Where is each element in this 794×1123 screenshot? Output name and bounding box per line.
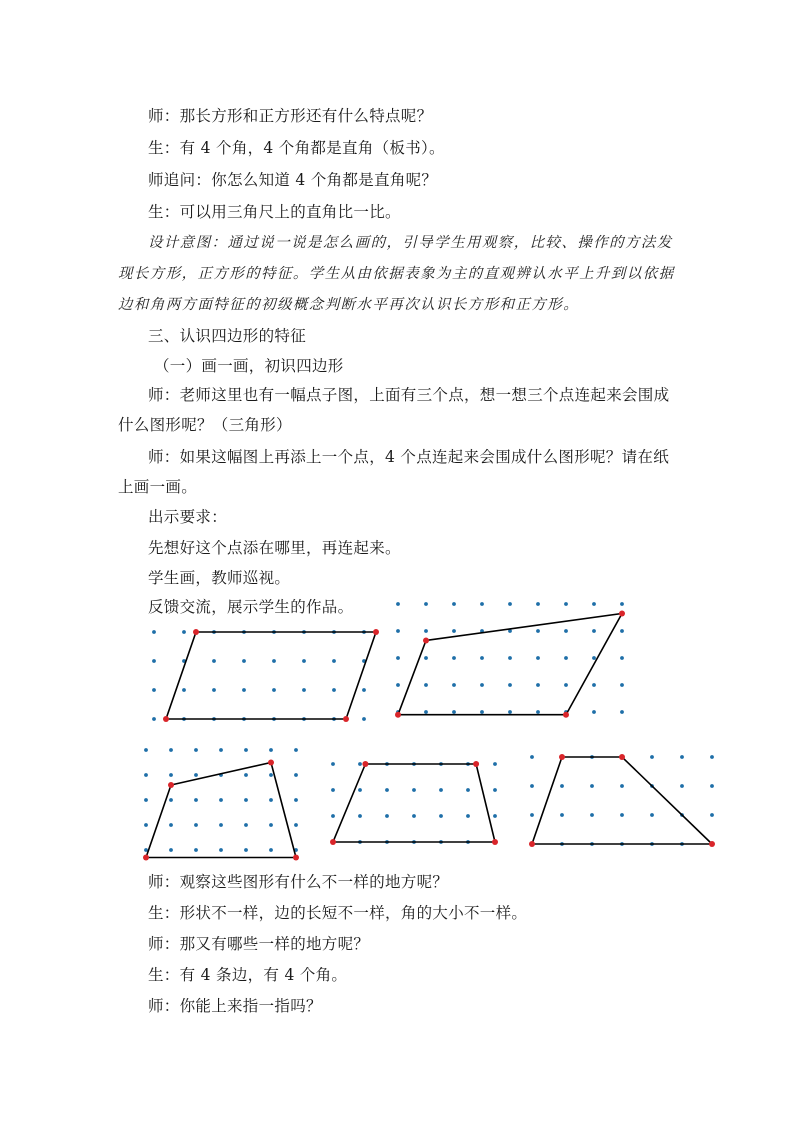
grid-dot	[194, 848, 198, 852]
grid-dot	[493, 788, 497, 792]
grid-dot	[424, 602, 428, 606]
grid-dot	[212, 659, 216, 663]
grid-dot	[272, 659, 276, 663]
grid-dot	[144, 748, 148, 752]
vertex-dot	[619, 610, 625, 616]
grid-dot	[710, 755, 714, 759]
vertex-dot	[559, 754, 565, 760]
grid-dot	[358, 788, 362, 792]
grid-dot	[272, 688, 276, 692]
grid-dot	[480, 683, 484, 687]
grid-dot	[194, 748, 198, 752]
grid-dot	[212, 688, 216, 692]
grid-dot	[302, 659, 306, 663]
grid-dot	[169, 798, 173, 802]
grid-dot	[530, 755, 534, 759]
grid-dot	[424, 683, 428, 687]
grid-dot	[169, 773, 173, 777]
grid-dot	[620, 683, 624, 687]
vertex-dot	[293, 855, 299, 861]
dot-grid-figure-1	[140, 620, 380, 730]
grid-dot	[152, 659, 156, 663]
grid-dot	[244, 823, 248, 827]
grid-dot	[358, 814, 362, 818]
grid-dot	[269, 773, 273, 777]
grid-dot	[396, 602, 400, 606]
grid-dot	[592, 602, 596, 606]
grid-dot	[560, 813, 564, 817]
grid-dot	[385, 788, 389, 792]
grid-dot	[269, 798, 273, 802]
grid-dot	[269, 748, 273, 752]
vertex-dot	[163, 716, 169, 722]
grid-dot	[530, 813, 534, 817]
grid-dot	[590, 813, 594, 817]
subsection-title: （一）画一画，初识四边形	[154, 357, 344, 375]
grid-dot	[536, 629, 540, 633]
dot-grid-figure-3	[134, 738, 314, 856]
dot-grid-figure-5	[522, 747, 732, 855]
grid-dot	[564, 602, 568, 606]
vertex-dot	[529, 841, 535, 847]
grid-dot	[269, 848, 273, 852]
dialogue-line-2: 生：有 4 个角，4 个角都是直角（板书）。	[148, 139, 445, 157]
grid-dot	[592, 683, 596, 687]
para2-line-1: 师：如果这幅图上再添上一个点，4 个点连起来会围成什么图形呢？请在纸	[148, 448, 669, 466]
grid-dot	[152, 717, 156, 721]
grid-dot	[508, 656, 512, 660]
grid-dot	[439, 788, 443, 792]
grid-dot	[536, 710, 540, 714]
grid-dot	[564, 629, 568, 633]
grid-dot	[424, 629, 428, 633]
grid-dot	[385, 814, 389, 818]
grid-dot	[466, 814, 470, 818]
grid-dot	[493, 814, 497, 818]
grid-dot	[480, 656, 484, 660]
design-intent-line-2: 现长方形，正方形的特征。学生从由依据表象为主的直观辨认水平上升到以依据	[118, 266, 675, 282]
grid-dot	[144, 773, 148, 777]
grid-dot	[412, 814, 416, 818]
grid-dot	[564, 683, 568, 687]
requirement-text: 先想好这个点添在哪里，再连起来。	[148, 539, 401, 557]
grid-dot	[680, 755, 684, 759]
grid-dot	[650, 755, 654, 759]
grid-dot	[650, 813, 654, 817]
grid-dot	[242, 688, 246, 692]
student-draw-line: 学生画，教师巡视。	[148, 569, 291, 587]
dialogue-line-7: 师：那又有哪些一样的地方呢？	[148, 935, 370, 953]
grid-dot	[362, 717, 366, 721]
grid-dot	[620, 656, 624, 660]
grid-dot	[508, 602, 512, 606]
grid-dot	[424, 710, 428, 714]
grid-dot	[144, 798, 148, 802]
para1-line-1: 师：老师这里也有一幅点子图，上面有三个点，想一想三个点连起来会围成	[148, 386, 670, 404]
grid-dot	[362, 688, 366, 692]
grid-dot	[424, 656, 428, 660]
grid-dot	[452, 683, 456, 687]
vertex-dot	[492, 839, 498, 845]
vertex-dot	[709, 841, 715, 847]
dialogue-line-9: 师：你能上来指一指吗？	[148, 997, 322, 1015]
grid-dot	[331, 788, 335, 792]
grid-dot	[152, 630, 156, 634]
grid-dot	[219, 748, 223, 752]
vertex-dot	[330, 839, 336, 845]
grid-dot	[508, 710, 512, 714]
grid-dot	[396, 683, 400, 687]
quadrilateral-outline	[398, 613, 622, 714]
quadrilateral-outline	[532, 757, 712, 844]
grid-dot	[396, 629, 400, 633]
vertex-dot	[193, 629, 199, 635]
grid-dot	[412, 788, 416, 792]
grid-dot	[169, 748, 173, 752]
vertex-dot	[143, 855, 149, 861]
grid-dot	[480, 602, 484, 606]
grid-dot	[592, 656, 596, 660]
grid-dot	[620, 710, 624, 714]
vertex-dot	[423, 637, 429, 643]
grid-dot	[331, 814, 335, 818]
vertex-dot	[168, 782, 174, 788]
para2-line-2: 上画一画。	[118, 478, 198, 496]
vertex-dot	[473, 761, 479, 767]
grid-dot	[194, 823, 198, 827]
grid-dot	[219, 823, 223, 827]
grid-dot	[620, 629, 624, 633]
grid-dot	[244, 848, 248, 852]
grid-dot	[244, 798, 248, 802]
grid-dot	[331, 762, 335, 766]
grid-dot	[452, 602, 456, 606]
requirement-label: 出示要求：	[148, 508, 228, 526]
grid-dot	[590, 784, 594, 788]
vertex-dot	[362, 761, 368, 767]
grid-dot	[480, 710, 484, 714]
vertex-dot	[563, 712, 569, 718]
grid-dot	[332, 688, 336, 692]
grid-dot	[680, 784, 684, 788]
grid-dot	[452, 710, 456, 714]
grid-dot	[358, 762, 362, 766]
grid-dot	[302, 688, 306, 692]
grid-dot	[219, 848, 223, 852]
quadrilateral-outline	[333, 764, 495, 842]
section-title: 三、认识四边形的特征	[148, 327, 307, 345]
design-intent-paragraph	[118, 228, 678, 321]
grid-dot	[294, 823, 298, 827]
grid-dot	[530, 784, 534, 788]
grid-dot	[332, 659, 336, 663]
grid-dot	[182, 688, 186, 692]
grid-dot	[592, 710, 596, 714]
grid-dot	[536, 656, 540, 660]
vertex-dot	[619, 754, 625, 760]
grid-dot	[194, 798, 198, 802]
grid-dot	[620, 813, 624, 817]
grid-dot	[620, 602, 624, 606]
grid-dot	[269, 823, 273, 827]
grid-dot	[396, 656, 400, 660]
quadrilateral-outline	[166, 632, 376, 719]
grid-dot	[294, 798, 298, 802]
grid-dot	[242, 659, 246, 663]
vertex-dot	[268, 760, 274, 766]
para1-line-2: 什么图形呢？（三角形）	[118, 416, 292, 434]
feedback-line: 反馈交流，展示学生的作品。	[148, 598, 354, 616]
dialogue-line-3: 师追问：你怎么知道 4 个角都是直角呢？	[148, 171, 438, 189]
grid-dot	[710, 784, 714, 788]
grid-dot	[536, 683, 540, 687]
design-intent-line-3: 边和角两方面特征的初级概念判断水平再次认识长方形和正方形。	[118, 297, 580, 313]
grid-dot	[294, 773, 298, 777]
dialogue-line-5: 师：观察这些图形有什么不一样的地方呢？	[148, 873, 449, 891]
grid-dot	[219, 798, 223, 802]
grid-dot	[452, 656, 456, 660]
grid-dot	[294, 748, 298, 752]
grid-dot	[493, 762, 497, 766]
dialogue-line-4: 生：可以用三角尺上的直角比一比。	[148, 203, 401, 221]
grid-dot	[620, 784, 624, 788]
dialogue-line-6: 生：形状不一样，边的长短不一样，角的大小不一样。	[148, 904, 528, 922]
grid-dot	[452, 629, 456, 633]
grid-dot	[439, 814, 443, 818]
vertex-dot	[373, 629, 379, 635]
grid-dot	[592, 629, 596, 633]
dot-grid-figure-4	[325, 754, 515, 854]
grid-dot	[169, 848, 173, 852]
grid-dot	[144, 823, 148, 827]
design-intent-line-1: 设计意图：通过说一说是怎么画的，引导学生用观察，比较、操作的方法发	[148, 235, 673, 251]
grid-dot	[244, 773, 248, 777]
grid-dot	[182, 630, 186, 634]
grid-dot	[152, 688, 156, 692]
dot-grid-figure-2	[388, 594, 638, 724]
grid-dot	[536, 602, 540, 606]
grid-dot	[560, 784, 564, 788]
grid-dot	[508, 683, 512, 687]
grid-dot	[466, 788, 470, 792]
vertex-dot	[343, 716, 349, 722]
grid-dot	[564, 656, 568, 660]
vertex-dot	[395, 712, 401, 718]
grid-dot	[244, 748, 248, 752]
grid-dot	[194, 773, 198, 777]
dialogue-line-8: 生：有 4 条边，有 4 个角。	[148, 966, 348, 984]
grid-dot	[169, 823, 173, 827]
dialogue-line-1: 师：那长方形和正方形还有什么特点呢？	[148, 107, 433, 125]
grid-dot	[710, 813, 714, 817]
